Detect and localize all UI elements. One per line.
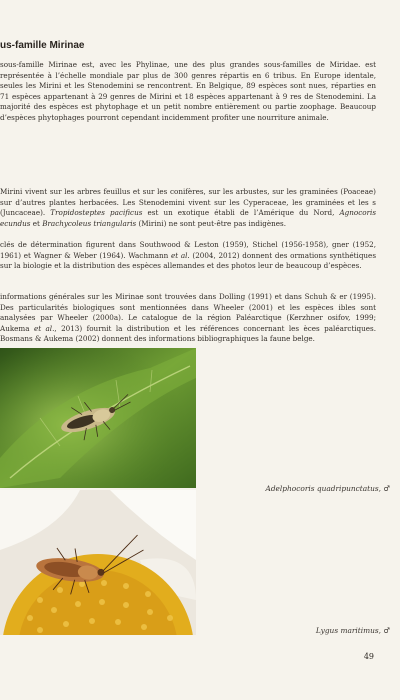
text-run: (2004, 2012) donnent des ormations synthétiques sur la biologie et la distribution des espèces allemandes et des photos leur de beaucoup d’espèces.	[0, 250, 377, 270]
italic-run: Tropidosteptes pacificus	[50, 208, 143, 217]
text-run: et	[30, 218, 43, 228]
text-run: (Mirini) ne sont peut-être pas indigènes.	[136, 218, 286, 228]
photo-adelphocoris	[0, 348, 196, 488]
paragraph-general-info	[0, 292, 376, 345]
paragraph-intro	[0, 60, 376, 123]
text-run: , 2013) fournit la distribution et les références concernant les èces paléarctiques. Bosmans & Aukema (2002) donnent des informations bibliographiques la faune belge.	[0, 323, 376, 343]
text-run: informations générales sur les Mirinae sont trouvées dans Dolling (1991) et dans Schuh & er (1995). Des particularités biologiques sont mentionnées dans Wheeler (2001) et les espèces ibles sont analysées par Wheeler (2000a). Le catalogue de la région Paléarctique (Kerzhner osifov, 1999; Aukema	[0, 292, 376, 333]
section-heading: us-famille Mirinae	[0, 40, 85, 51]
paragraph-habitat	[0, 187, 376, 229]
italic-run: Agnocoris ecundus	[0, 208, 377, 228]
paragraph-identification-keys	[0, 240, 376, 272]
italic-run: et al.	[33, 323, 55, 333]
page-number: 49	[363, 652, 374, 661]
bug-on-flower-image	[0, 490, 196, 635]
text-run: Mirini vivent sur les arbres feuillus et sur les conifères, sur les arbustes, sur les graminées (Poaceae) sur d’autres plantes herbacées. Les Stenodemini vivent sur les Cyperaceae, les graminées et les s (Juncaceae).	[0, 187, 376, 217]
italic-run: Brachycoleus triangularis	[42, 218, 137, 228]
caption-adelphocoris: Adelphocoris quadripunctatus, ♂	[265, 484, 390, 493]
text-run: clés de détermination figurent dans Southwood & Leston (1959), Stichel (1956-1958), gner (1952, 1961) et Wagner & Weber (1964). Wachmann	[0, 240, 376, 260]
text-run: sous-famille Mirinae est, avec les Phylinae, une des plus grandes sous-familles de Miridae. est représentée à l’échelle mondiale par plus de 300 genres répartis en 6 tribus. En Europe identale, seules les Mirini et les Stenodemini se rencontrent. En Belgique, 89 espèces sont nues, réparties en 71 espèces appartenant à 29 genres de Mirini et 18 espèces appartenant à 9 res de Stenodemini. La majorité des espèces est phytophage et un petit nombre entièrement ou partie zoophage. Beaucoup d’espèces phytophages pourront cependant incidemment profiter une nourriture animale.	[0, 60, 376, 122]
bug-on-leaf-image	[0, 348, 196, 488]
text-run: est un exotique établi de l’Amérique du Nord,	[142, 208, 340, 217]
photo-lygus	[0, 490, 196, 635]
caption-lygus: Lygus maritimus, ♂	[315, 626, 390, 635]
italic-run: et al.	[171, 250, 190, 260]
